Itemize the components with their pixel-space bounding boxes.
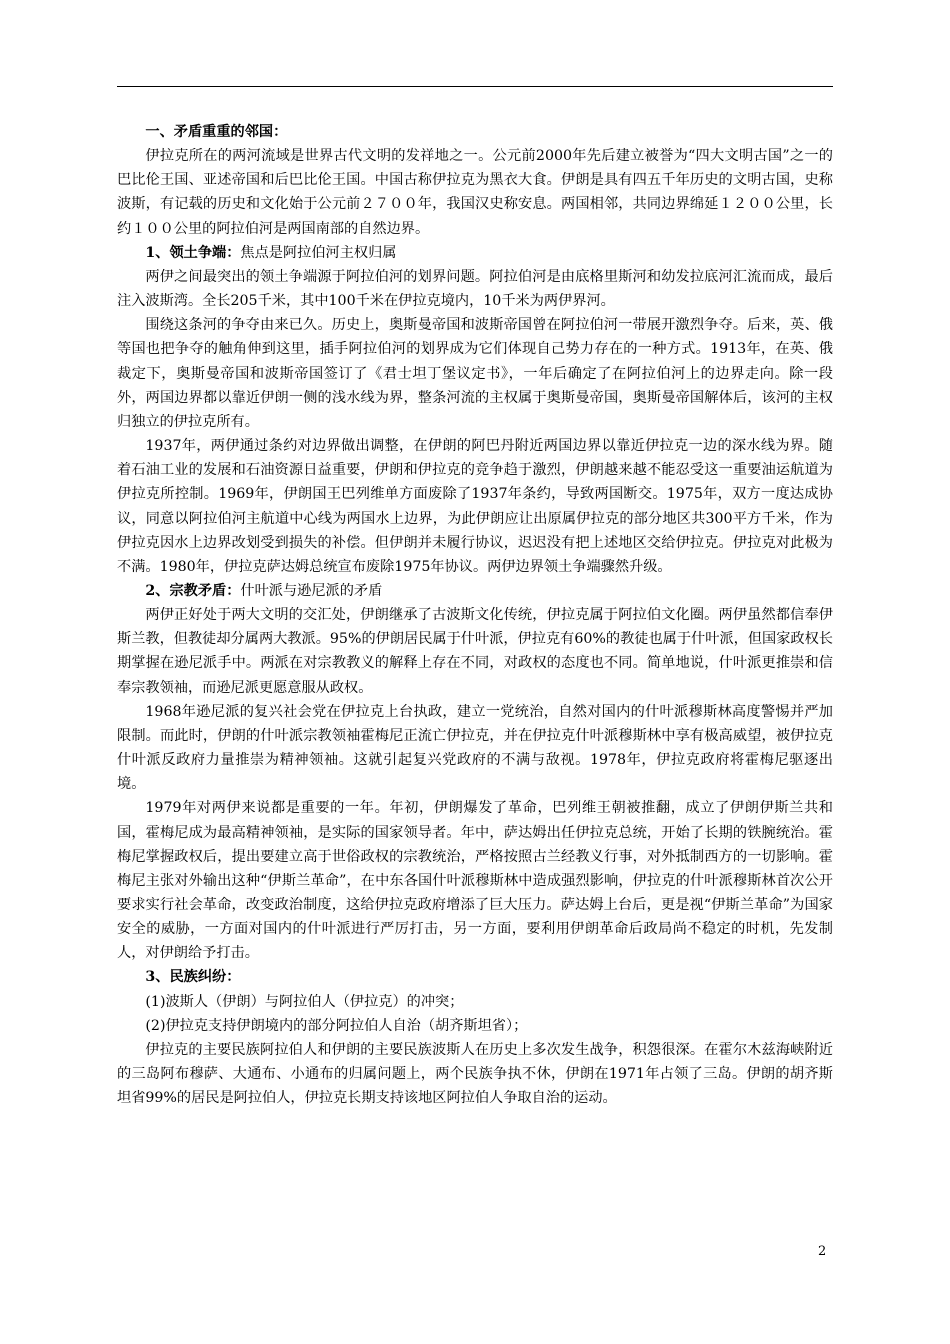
subheading-territory: 1、领土争端：焦点是阿拉伯河主权归属 [145,244,397,261]
section-heading-neighbors: 一、矛盾重重的邻国： [145,124,288,140]
header-rule [117,86,833,87]
ethnic-item-2: (2)伊拉克支持伊朗境内的部分阿拉伯人自治（胡齐斯坦省）； [145,1017,528,1034]
paragraph-territory-1: 两伊之间最突出的领土争端源于阿拉伯河的划界问题。阿拉伯河是由底格里斯河和幼发拉底河汇流而成，最后注入波斯湾。全长205千米，其中100千米在伊拉克境内，10千米为两伊界河。 [117,268,833,310]
subheading-religion: 2、宗教矛盾：什叶派与逊尼派的矛盾 [145,582,383,599]
subheading-territory-subtitle: 焦点是阿拉伯河主权归属 [240,244,397,261]
subheading-ethnic: 3、民族纠纷： [145,969,241,986]
paragraph-religion-3: 1979年对两伊来说都是重要的一年。年初，伊朗爆发了革命，巴列维王朝被推翻，成立了伊朗伊斯兰共和国，霍梅尼成为最高精神领袖，是实际的国家领导者。年中，萨达姆出任伊拉克总统，开始了长期的铁腕统治。霍梅尼掌握政权后，提出要建立高于世俗政权的宗教统治，严格按照古兰经教义行事，对外抵制西方的一切影响。霍梅尼主张对外输出这种“伊斯兰革命”，在中东各国什叶派穆斯林中造成强烈影响，伊拉克的什叶派穆斯林首次公开要求实行社会革命，改变政治制度，这给伊拉克政府增添了巨大压力。萨达姆上台后，更是视“伊斯兰革命”为国家安全的威胁，一方面对国内的什叶派进行严厉打击，另一方面，要利用伊朗革命后政局尚不稳定的时机，先发制人，对伊朗给予打击。 [117,800,833,962]
document-body [117,120,833,1110]
paragraph-territory-3: 1937年，两伊通过条约对边界做出调整，在伊朗的阿巴丹附近两国边界以靠近伊拉克一边的深水线为界。随着石油工业的发展和石油资源日益重要，伊朗和伊拉克的竞争趋于激烈，伊朗越来越不能忍受这一重要油运航道为伊拉克所控制。1969年，伊朗国王巴列维单方面废除了1937年条约，导致两国断交。1975年，双方一度达成协议，同意以阿拉伯河主航道中心线为两国水上边界，为此伊朗应让出原属伊拉克的部分地区共300平方千米，作为伊拉克因水上边界改划受到损失的补偿。但伊朗并未履行协议，迟迟没有把上述地区交给伊拉克。伊拉克对此极为不满。1980年，伊拉克萨达姆总统宣布废除1975年协议。两伊边界领土争端骤然升级。 [117,438,833,575]
ethnic-item-1: (1)波斯人（伊朗）与阿拉伯人（伊拉克）的冲突； [145,993,464,1010]
paragraph-intro: 伊拉克所在的两河流域是世界古代文明的发祥地之一。公元前2000年先后建立被誉为“四大文明古国”之一的巴比伦王国、亚述帝国和后巴比伦王国。中国古称伊拉克为黑衣大食。伊朗是具有四五千年历史的文明古国，史称波斯，有记载的历史和文化始于公元前２７００年，我国汉史称安息。两国相邻，共同边界绵延１２００公里，长约１００公里的阿拉伯河是两国南部的自然边界。 [117,148,833,237]
subheading-religion-subtitle: 什叶派与逊尼派的矛盾 [240,582,383,599]
paragraph-territory-2: 围绕这条河的争夺由来已久。历史上，奥斯曼帝国和波斯帝国曾在阿拉伯河一带展开激烈争夺。后来，英、俄等国也把争夺的触角伸到这里，插手阿拉伯河的划界成为它们体现自己势力存在的一种方式。1913年，在英、俄裁定下，奥斯曼帝国和波斯帝国签订了《君士坦丁堡议定书》，一年后确定了在阿拉伯河上的边界走向。除一段外，两国边界都以靠近伊朗一侧的浅水线为界，整条河流的主权属于奥斯曼帝国，奥斯曼帝国解体后，该河的主权归独立的伊拉克所有。 [117,317,833,430]
paragraph-ethnic-1: 伊拉克的主要民族阿拉伯人和伊朗的主要民族波斯人在历史上多次发生战争，积怨很深。在霍尔木兹海峡附近的三岛阿布穆萨、大通布、小通布的归属问题上，两个民族争执不休，伊朗在1971年占领了三岛。伊朗的胡齐斯坦省99%的居民是阿拉伯人，伊拉克长期支持该地区阿拉伯人争取自治的运动。 [117,1041,833,1107]
paragraph-religion-2: 1968年逊尼派的复兴社会党在伊拉克上台执政，建立一党统治，自然对国内的什叶派穆斯林高度警惕并严加限制。而此时，伊朗的什叶派宗教领袖霍梅尼正流亡伊拉克，并在伊拉克什叶派穆斯林中享有极高威望，被伊拉克什叶派反政府力量推崇为精神领袖。这就引起复兴党政府的不满与敌视。1978年，伊拉克政府将霍梅尼驱逐出境。 [117,703,833,793]
page-number: 2 [818,1244,827,1259]
paragraph-religion-1: 两伊正好处于两大文明的交汇处，伊朗继承了古波斯文化传统，伊拉克属于阿拉伯文化圈。两伊虽然都信奉伊斯兰教，但教徒却分属两大教派。95%的伊朗居民属于什叶派，伊拉克有60%的教徒也属于什叶派，但国家政权长期掌握在逊尼派手中。两派在对宗教教义的解释上存在不同，对政权的态度也不同。简单地说，什叶派更推崇和信奉宗教领袖，而逊尼派更愿意服从政权。 [117,607,833,696]
